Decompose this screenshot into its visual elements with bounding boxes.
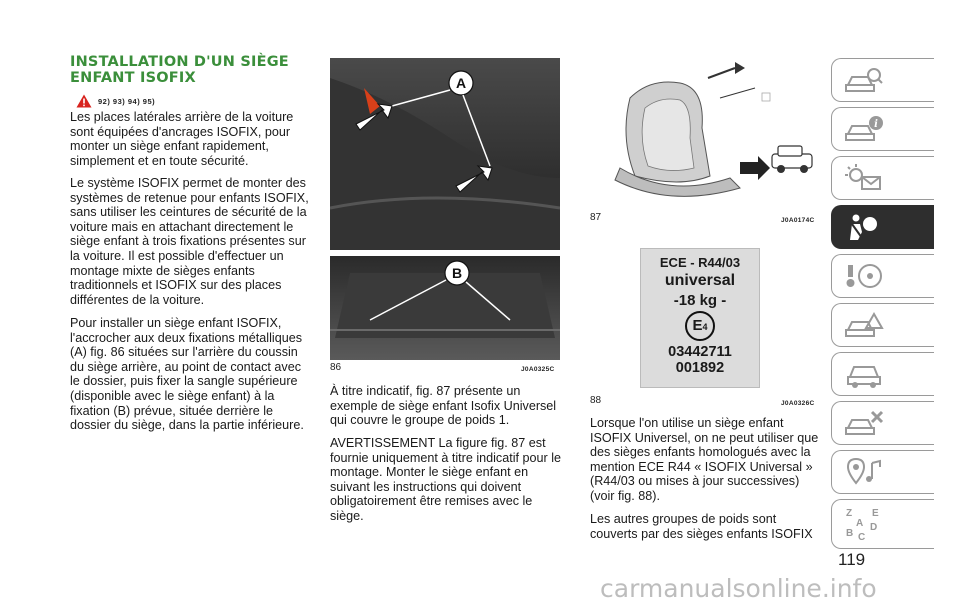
tab-dashboard-lights[interactable] — [831, 156, 934, 200]
car-warning-icon — [844, 310, 884, 340]
label-weight: -18 kg - — [673, 292, 727, 309]
tab-car-service[interactable] — [831, 352, 934, 396]
figure-88-code: J0A0326C — [781, 400, 815, 407]
svg-text:Z: Z — [846, 508, 853, 519]
col1-paragraph-2: Le système ISOFIX permet de monter des systèmes de retenue pour enfants ISOFIX, sans utiliser les ceintures de sécurité de la voiture mais en attachant directement le siège enfant à trois fixations présentes sur la voiture. Il est possible d'effectuer un montage mixte de sièges enfants traditionnels et ISOFIX sur des places différentes de la voiture. — [70, 176, 309, 307]
warning-refs-text: 92) 93) 94) 95) — [98, 96, 156, 106]
label-approval-number: 03442711 — [668, 344, 732, 360]
tab-car-warning[interactable] — [831, 303, 934, 347]
car-info-icon — [844, 114, 884, 144]
col2-paragraph-1: À titre indicatif, fig. 87 présente un exemple de siège enfant Isofix Universel qui couvre le groupe de poids 1. — [330, 384, 557, 428]
col3-paragraph-2: Les autres groupes de poids sont couverts par des sièges enfants ISOFIX — [590, 512, 813, 541]
warning-references — [76, 94, 155, 108]
figure-87-image — [590, 58, 820, 208]
car-search-icon — [844, 65, 884, 95]
svg-text:i: i — [874, 119, 878, 130]
page-number: 119 — [838, 550, 866, 569]
car-service-icon — [844, 359, 884, 389]
col3-paragraph-1: Lorsque l'on utilise un siège enfant ISOFIX Universel, on ne peut utiliser que des sièges enfants homologués avec la mention ECE R44 « ISOFIX Universal » (R44/03 ou mises à jour successives) (voir fig. 88). — [590, 416, 819, 503]
tab-airbag-seatbelt[interactable] — [831, 205, 934, 249]
tab-car-tools[interactable] — [831, 401, 934, 445]
dashboard-lights-icon — [844, 163, 884, 193]
fig86-label-a: A — [455, 75, 467, 91]
col2-paragraph-2: AVERTISSEMENT La figure fig. 87 est fournie uniquement à titre indicatif pour le montage. Monter le siège enfant en suivant les instructions qui doivent obligatoirement être remises avec le siège. — [330, 436, 562, 523]
alphabet-index-icon — [844, 506, 884, 542]
svg-text:C: C — [858, 532, 866, 542]
steering-wheel-icon — [844, 261, 884, 291]
figure-86-isofix-anchors — [330, 58, 560, 360]
col1-paragraph-1: Les places latérales arrière de la voiture sont équipées d'ancrages ISOFIX, pour monter un siège enfant rapidement, simplement et en toute sécurité. — [70, 110, 294, 168]
tab-car-search[interactable] — [831, 58, 934, 102]
title-line-2: ENFANT ISOFIX — [70, 70, 196, 86]
label-serial-number: 001892 — [675, 360, 725, 376]
e-mark-number: 4 — [702, 322, 708, 332]
warning-triangle-icon — [76, 94, 92, 108]
col1-paragraph-3: Pour installer un siège enfant ISOFIX, l'accrocher aux deux fixations métalliques (A) fig. 86 situées sur l'arrière du coussin du siège arrière, au point de contact avec le dossier, puis fixer la sangle supérieure (disponible avec le siège enfant) à la fixation (B) prévue, située derrière le dossier du siège, dans la partie inférieure. — [70, 316, 304, 433]
svg-text:E: E — [872, 508, 879, 519]
figure-86-code: J0A0325C — [521, 366, 555, 373]
navigation-music-icon — [844, 457, 884, 487]
tab-alphabet-index[interactable] — [831, 499, 934, 549]
tab-car-info[interactable] — [831, 107, 934, 151]
label-standard: ECE - R44/03 — [659, 255, 741, 270]
svg-text:B: B — [846, 528, 854, 539]
label-universal: universal — [664, 272, 736, 289]
e-mark-icon — [685, 311, 715, 341]
figure-87-number: 87 — [590, 212, 602, 223]
figure-88-number: 88 — [590, 395, 602, 406]
svg-text:D: D — [870, 522, 878, 533]
section-title — [70, 54, 300, 86]
svg-text:A: A — [856, 518, 864, 529]
car-tools-icon — [844, 408, 884, 438]
tab-steering-wheel[interactable] — [831, 254, 934, 298]
figure-86-image — [330, 58, 560, 360]
e-mark-letter: E — [692, 317, 703, 334]
figure-88-homologation-label — [640, 248, 760, 388]
watermark: carmanualsonline.info — [600, 574, 877, 603]
airbag-seatbelt-icon — [844, 212, 884, 242]
fig86-label-b: B — [451, 265, 463, 281]
title-line-1: INSTALLATION D'UN SIÈGE — [70, 54, 289, 70]
tab-navigation-music[interactable] — [831, 450, 934, 494]
figure-87-child-seat — [590, 58, 820, 208]
figure-87-code: J0A0174C — [781, 217, 815, 224]
figure-86-number: 86 — [330, 362, 342, 373]
